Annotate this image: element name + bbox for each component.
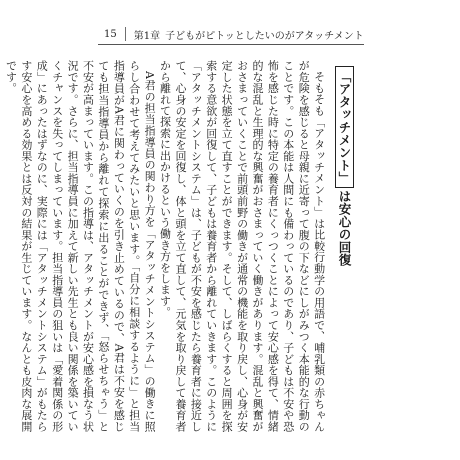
running-header: [104, 26, 364, 42]
vertical-body-text: [3, 60, 352, 432]
chapter-label: 第1章: [133, 30, 161, 42]
header-divider: [125, 27, 126, 41]
section-heading: [337, 66, 352, 267]
chapter-title: 子どもがピトッとしたいのがアタッチメント: [165, 30, 364, 42]
paragraph: そもそも「アタッチメント」は比較行動学の用語で、哺乳類の赤ちゃんが危険を感じると母親に近寄って腹の下などにしがみつく本能的な行動のことです。この本能は人間にも備わっているのであり、子どもは不安や恐怖を感じた時に特定の養育者にくっつくことによって安心感を得て、情緒的な混乱と生理的な興奮がおさまっていく働きがあります。混乱と興奮がおさまっていくことで前頭前野の働きが通常の機能を取り戻し、心身が安定した状態を立て直すことができます。そして、しばらくすると周囲を探索する意欲が回復して、子どもは養育者から離れていきます。このように「アタッチメントシステム」は、子どもが不安を感じたら養育者に接近して、心身の安定を回復し、体と頭を立て直して、元気を取り戻して養育者から離れて探索に出かけるという働き方をします。: [158, 60, 326, 432]
section-heading-boxed-term: 「アタッチメント」: [335, 66, 354, 188]
section-heading-rest: は安心の回復: [337, 190, 352, 267]
page-number: 15: [104, 28, 117, 40]
paragraph: A君の担当指導員の関わり方を「アタッチメントシステム」の働きに照らし合わせて考えてみたいと思います。「自分に相談するように」と担当指導員がA君に関わっていくのを引き止めているので、A君は不安を感じても担当指導員から離れて探索に出ることができず、「怒らせちゃう」と不安が高まっています。この指導は、アタッチメントが安心感を損なう状況です。さらに、担当指導員に加えて新しい先生とも良い関係を築いていくチャンスを失ってしまっています。担当指導員の狙いは「愛着関係の形成」にあったはずなのに、実際には「アタッチメントシステム」がもたらす安心を高める効果とは反対の結果が生じています。なんとも皮肉な展開です。: [4, 60, 157, 432]
header-rule: [98, 44, 364, 45]
